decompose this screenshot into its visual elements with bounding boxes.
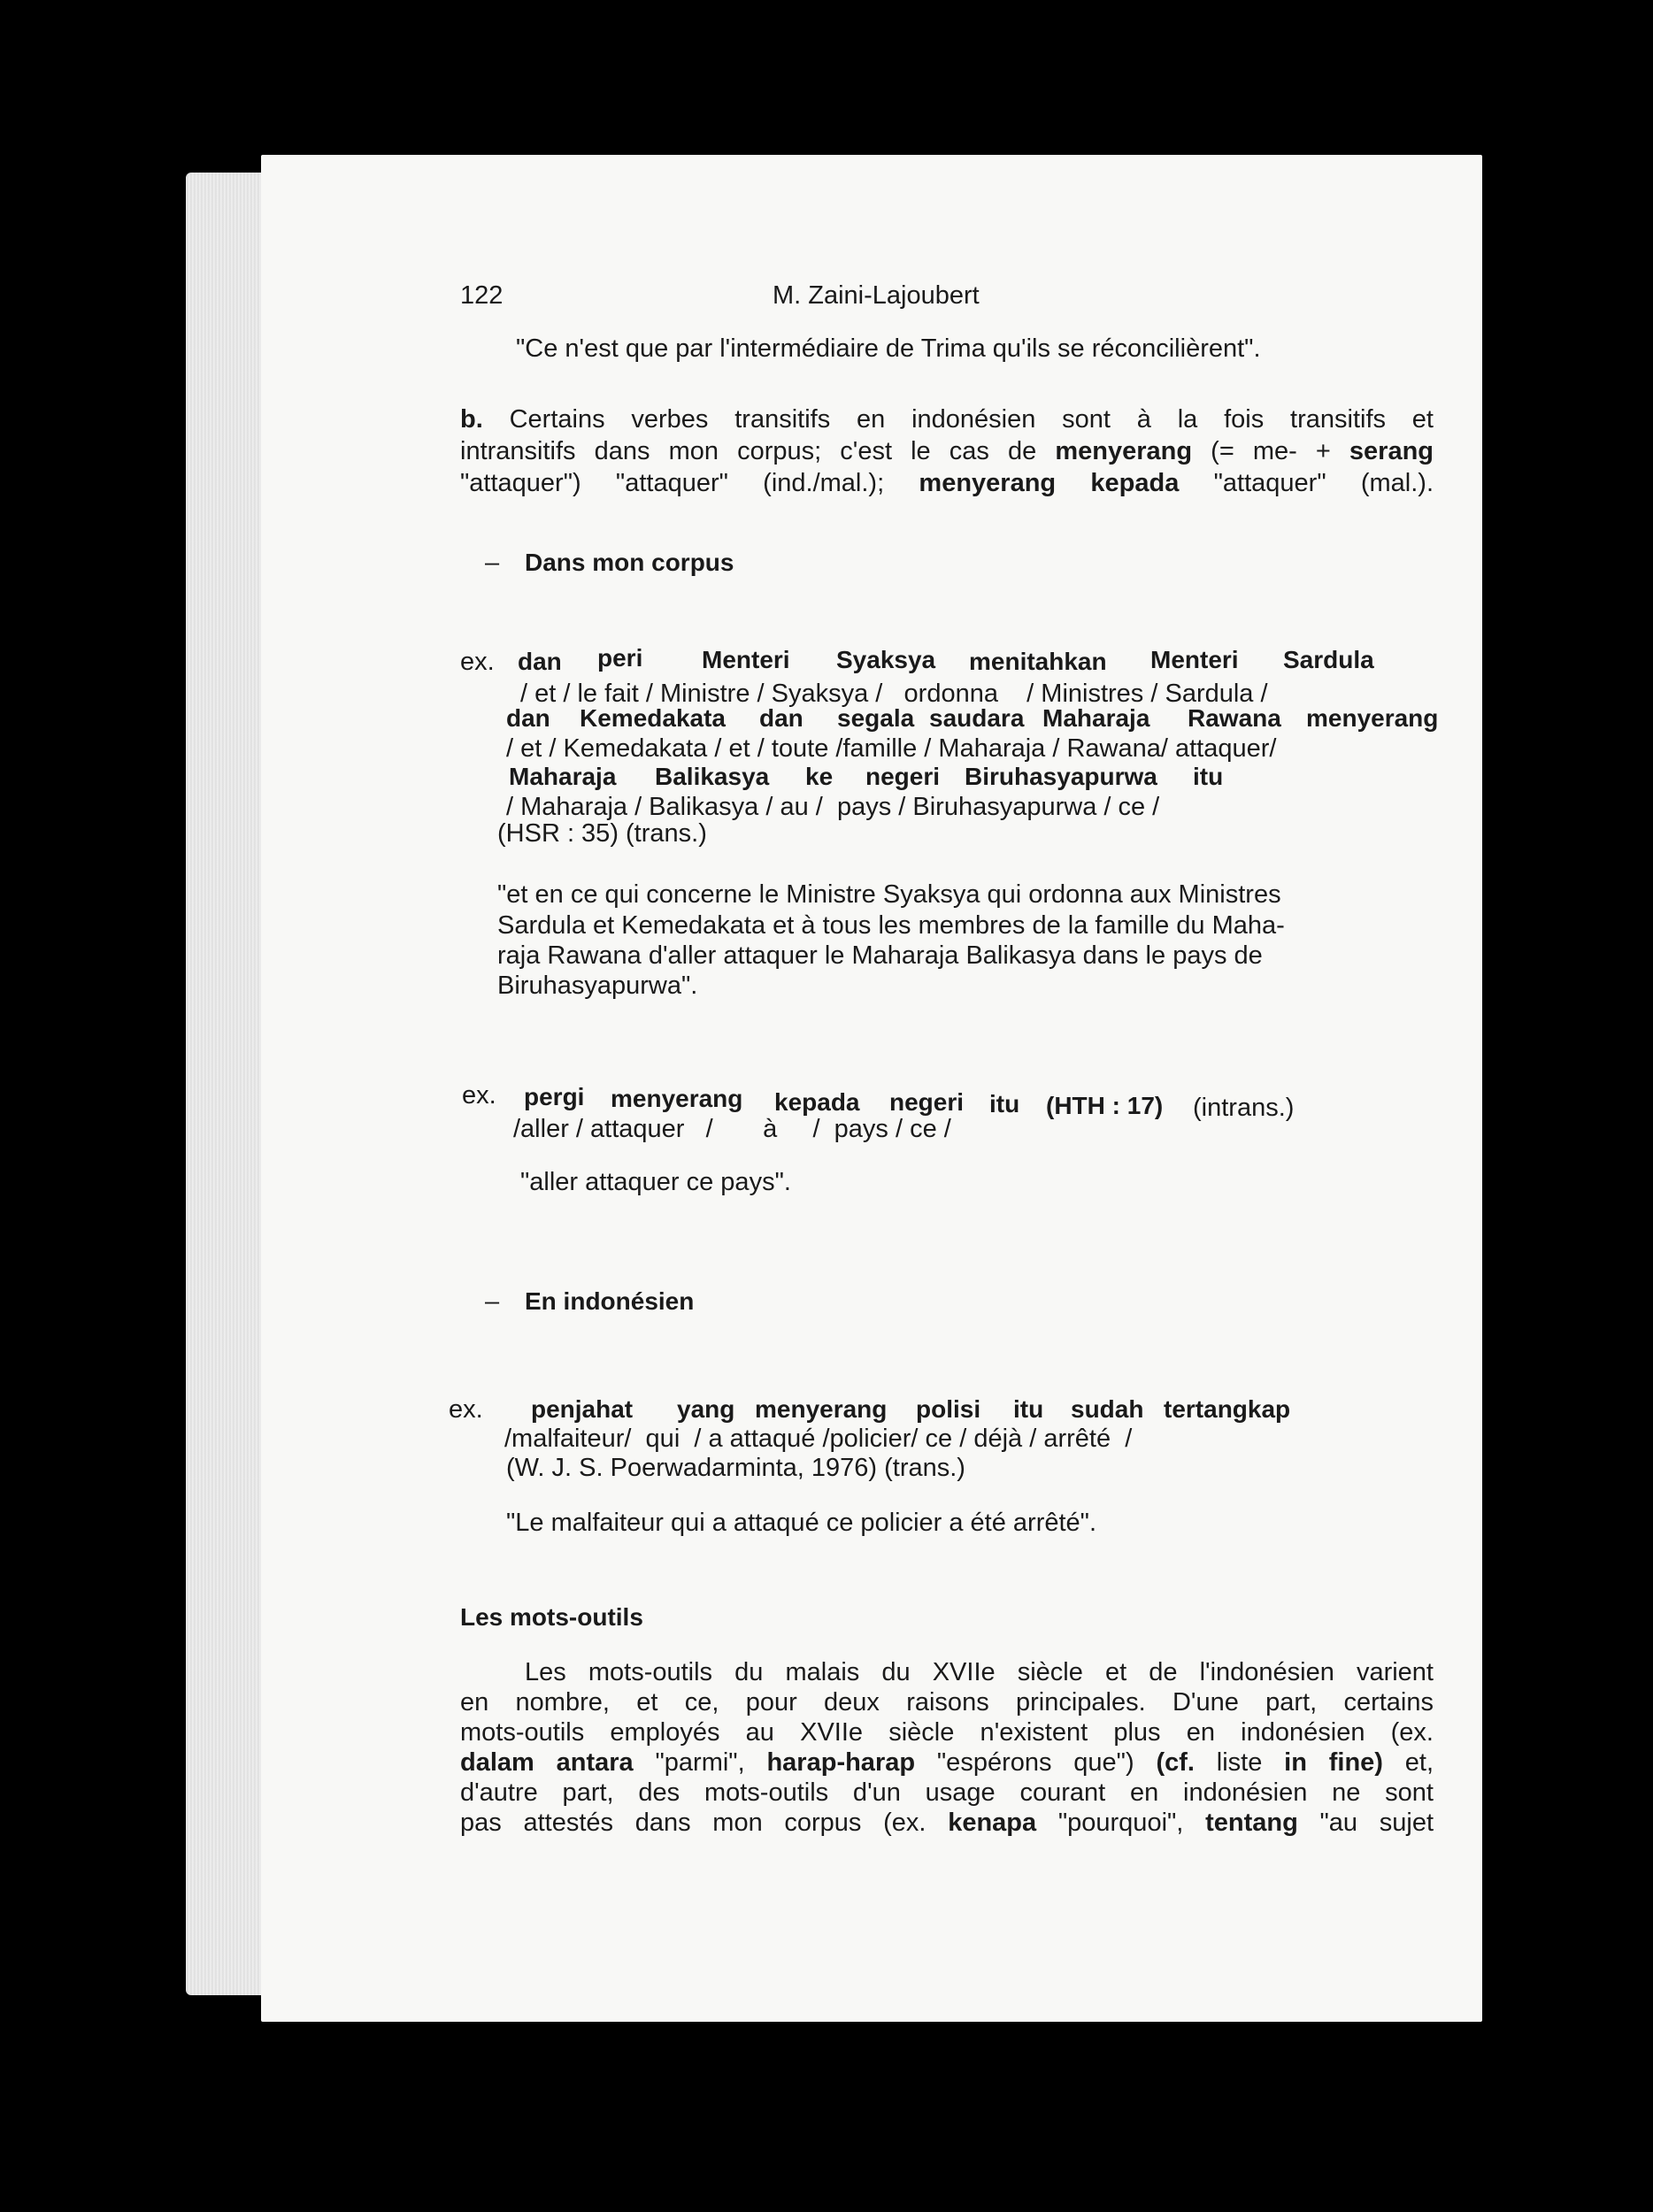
para-line-2 <box>460 1688 1434 1717</box>
bullet-dash-1: – <box>485 549 500 577</box>
para-text-1: Les mots-outils du malais du XVIIe siècle et de l'indonésien varient <box>525 1658 1434 1686</box>
term-dalam-antara: dalam antara <box>460 1748 634 1777</box>
ex1-translation-3: raja Rawana d'aller attaquer le Maharaja Balikasya dans le pays de <box>497 941 1263 970</box>
ex2-translation: "aller attaquer ce pays". <box>520 1168 791 1196</box>
bullet-dans-mon-corpus: Dans mon corpus <box>525 549 734 576</box>
para-line-5 <box>460 1778 1434 1808</box>
ex1-translation-1: "et en ce qui concerne le Ministre Syaksya qui ordonna aux Ministres <box>497 880 1281 909</box>
term-kenapa: kenapa <box>948 1809 1037 1837</box>
ex1-word: Kemedakata <box>580 704 726 732</box>
para-text-4f: liste <box>1216 1748 1263 1777</box>
term-in-fine: in fine) <box>1284 1748 1383 1777</box>
para-text-3: mots-outils employés au XVIIe siècle n'existent plus en indonésien (ex. <box>460 1718 1434 1747</box>
ex2-word: itu <box>989 1090 1020 1118</box>
term-menyerang-kepada: menyerang kepada <box>919 469 1180 497</box>
ex1-word: saudara <box>929 704 1025 732</box>
section-b-line2 <box>460 437 1434 466</box>
ex3-word: menyerang <box>755 1395 888 1423</box>
ex1-word: Menteri <box>1150 646 1239 673</box>
ex2-word: negeri <box>889 1088 965 1116</box>
running-head-author: M. Zaini-Lajoubert <box>773 281 980 310</box>
section-title: Les mots-outils <box>460 1603 643 1631</box>
ex1-word: menitahkan <box>969 648 1107 675</box>
quote-top: "Ce n'est que par l'intermédiaire de Trima qu'ils se réconcilièrent". <box>516 334 1261 363</box>
ex3-word: penjahat <box>531 1395 634 1423</box>
ex1-word: itu <box>1193 763 1224 790</box>
ex3-translation: "Le malfaiteur qui a attaqué ce policier a été arrêté". <box>506 1509 1097 1537</box>
para-line-4 <box>460 1748 1434 1778</box>
ex1-gloss2: / et / Kemedakata / et / toute /famille / Maharaja / Rawana/ attaquer/ <box>506 734 1277 763</box>
ex2-gloss: /aller / attaquer / à / pays / ce / <box>513 1115 951 1143</box>
ex3-label: ex. <box>449 1395 483 1424</box>
ex2-label: ex. <box>462 1081 496 1110</box>
term-harap-harap: harap-harap <box>766 1748 916 1777</box>
term-menyerang: menyerang <box>1055 437 1193 465</box>
para-line-3 <box>460 1718 1434 1747</box>
section-b-text3a: "attaquer") "attaquer" (ind./mal.); <box>460 469 885 497</box>
section-b-text2a: intransitifs dans mon corpus; c'est le cas de <box>460 437 1037 465</box>
para-text-6c: "pourquoi", <box>1057 1809 1184 1837</box>
ex3-word: polisi <box>916 1395 981 1423</box>
ex1-word: dan <box>506 704 550 732</box>
section-b-text3c: "attaquer" (mal.). <box>1213 469 1434 497</box>
ex3-word: itu <box>1013 1395 1044 1423</box>
ex1-word: segala <box>837 704 915 732</box>
section-b-text2c: (= me- + <box>1211 437 1331 465</box>
ex1-reference: (HSR : 35) (trans.) <box>497 819 707 848</box>
section-b-line1 <box>460 405 1434 434</box>
ex3-reference: (W. J. S. Poerwadarminta, 1976) (trans.) <box>506 1454 965 1482</box>
ex1-word: menyerang <box>1306 704 1439 732</box>
para-text-6e: "au sujet <box>1319 1809 1434 1837</box>
para-text-5: d'autre part, des mots-outils d'un usage courant en indonésien ne sont <box>460 1778 1434 1807</box>
ex1-word: dan <box>759 704 803 732</box>
bullet-en-indonesien: En indonésien <box>525 1287 695 1315</box>
page-number: 122 <box>460 281 504 310</box>
term-tentang: tentang <box>1205 1809 1298 1837</box>
term-serang: serang <box>1349 437 1434 465</box>
para-text-2: en nombre, et ce, pour deux raisons principales. D'une part, certains <box>460 1688 1434 1717</box>
ex1-word: peri <box>597 644 643 672</box>
ex3-word: yang <box>677 1395 735 1423</box>
ex1-word: Rawana <box>1188 704 1281 732</box>
ex1-word: Balikasya <box>655 763 770 790</box>
ex2-reference-tail: (intrans.) <box>1193 1094 1295 1122</box>
para-text-4b: "parmi", <box>655 1748 745 1777</box>
ex1-word: Menteri <box>702 646 790 673</box>
ex2-word: pergi <box>524 1083 585 1110</box>
ex1-translation-4: Biruhasyapurwa". <box>497 972 698 1000</box>
ex1-gloss1: / et / le fait / Ministre / Syaksya / ordonna / Ministres / Sardula / <box>520 680 1268 708</box>
ex1-word: ke <box>805 763 834 790</box>
term-cf: (cf. <box>1156 1748 1195 1777</box>
ex1-word: Syaksya <box>836 646 936 673</box>
ex1-label: ex. <box>460 648 495 676</box>
ex3-word: sudah <box>1071 1395 1144 1423</box>
ex2-reference: (HTH : 17) <box>1046 1092 1164 1119</box>
ex2-word: kepada <box>774 1088 860 1116</box>
ex1-word: Maharaja <box>1042 704 1150 732</box>
ex2-word: menyerang <box>611 1085 743 1112</box>
ex1-translation-2: Sardula et Kemedakata et à tous les membres de la famille du Maha- <box>497 911 1285 940</box>
ex3-word: tertangkap <box>1164 1395 1291 1423</box>
ex1-word: dan <box>518 648 562 675</box>
ex3-gloss: /malfaiteur/ qui / a attaqué /policier/ ce / déjà / arrêté / <box>504 1425 1133 1453</box>
section-b-text1: Certains verbes transitifs en indonésien sont à la fois transitifs et <box>509 405 1434 434</box>
para-text-6a: pas attestés dans mon corpus (ex. <box>460 1809 926 1837</box>
section-b-line3 <box>460 469 1434 498</box>
ex1-word: negeri <box>865 763 941 790</box>
ex1-word: Biruhasyapurwa <box>965 763 1157 790</box>
ex1-word: Maharaja <box>509 763 617 790</box>
para-line-6 <box>460 1809 1434 1838</box>
ex1-word: Sardula <box>1283 646 1374 673</box>
para-line-1 <box>525 1658 1434 1687</box>
para-text-4h: et, <box>1404 1748 1434 1777</box>
bullet-dash-2: – <box>485 1287 500 1316</box>
ex1-gloss3: / Maharaja / Balikasya / au / pays / Biruhasyapurwa / ce / <box>506 793 1160 821</box>
para-text-4d: "espérons que") <box>936 1748 1134 1777</box>
section-b-label: b. <box>460 405 483 434</box>
